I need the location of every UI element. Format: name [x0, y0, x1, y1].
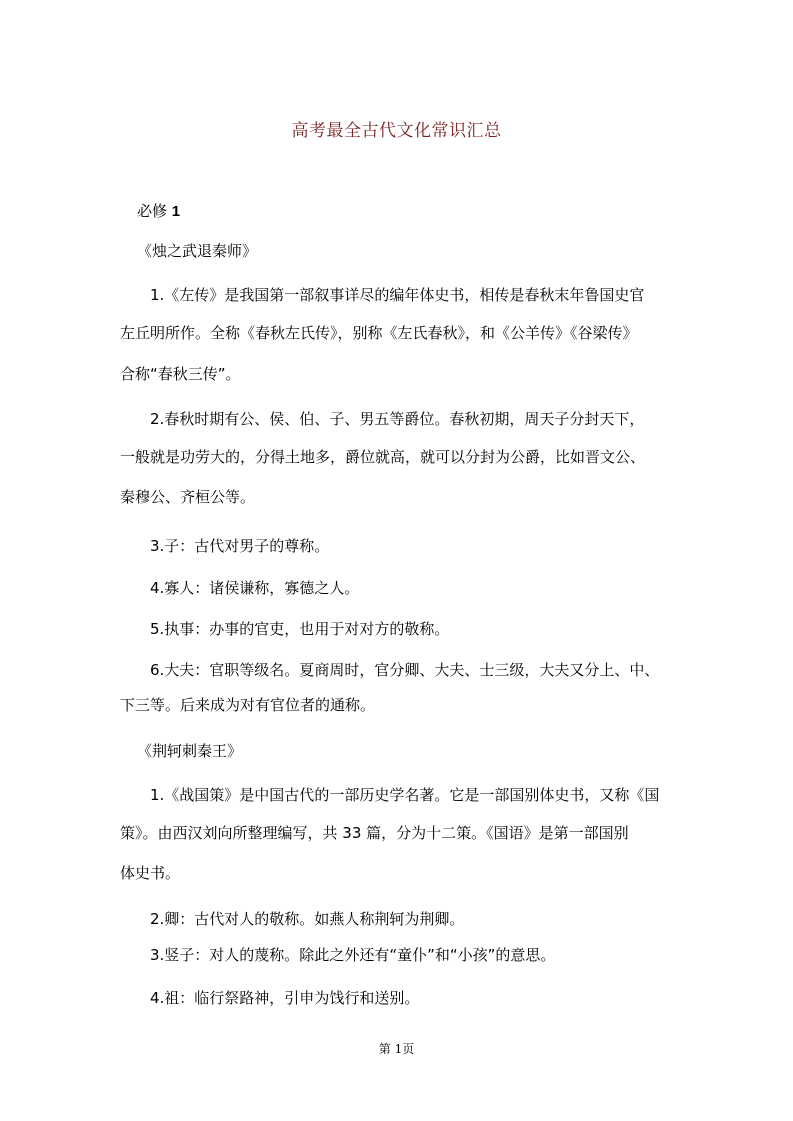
paragraph-line: 下三等。后来成为对有官位者的通称。 — [120, 696, 376, 714]
paragraph-line: 3.竖子：对人的蔑称。除此之外还有“童仆”和“小孩”的意思。 — [150, 946, 556, 964]
paragraph-line: 4.寡人：诸侯谦称，寡德之人。 — [150, 579, 360, 597]
page-title: 高考最全古代文化常识汇总 — [291, 121, 502, 141]
paragraph-line: 1.《战国策》是中国古代的一部历史学名著。它是一部国别体史书，又称《国 — [150, 786, 660, 804]
paragraph-line: 一般就是功劳大的，分得土地多，爵位就高，就可以分封为公爵，比如晋文公、 — [120, 448, 646, 466]
paragraph-line: 2.卿：古代对人的敬称。如燕人称荆轲为荆卿。 — [150, 910, 465, 928]
paragraph-line: 4.祖：临行祭路神，引申为饯行和送别。 — [150, 989, 420, 1007]
paragraph-line: 合称“春秋三传”。 — [120, 365, 241, 383]
paragraph-line: 3.子：古代对男子的尊称。 — [150, 537, 330, 555]
section-number: 1 — [171, 203, 181, 220]
paragraph-line: 体史书。 — [120, 864, 181, 882]
subsection-heading: 《荆轲刺秦王》 — [137, 742, 243, 760]
paragraph-line: 2.春秋时期有公、侯、伯、子、男五等爵位。春秋初期，周天子分封天下， — [150, 410, 645, 428]
paragraph-line: 左丘明所作。全称《春秋左氏传》，别称《左氏春秋》，和《公羊传》《谷梁传》 — [120, 324, 638, 342]
section-prefix: 必修 — [137, 202, 168, 220]
paragraph-line: 秦穆公、齐桓公等。 — [120, 488, 256, 506]
paragraph-line: 策》。由西汉刘向所整理编写，共 33 篇，分为十二策。《国语》是第一部国别 — [120, 824, 629, 842]
paragraph-line: 1.《左传》是我国第一部叙事详尽的编年体史书，相传是春秋末年鲁国史官 — [150, 286, 645, 304]
section-heading — [137, 200, 180, 221]
subsection-heading: 《烛之武退秦师》 — [137, 242, 258, 260]
paragraph-line: 5.执事：办事的官吏，也用于对对方的敬称。 — [150, 620, 450, 638]
paragraph-line: 6.大夫：官职等级名。夏商周时，官分卿、大夫、士三级，大夫又分上、中、 — [150, 661, 660, 679]
page-number: 第 1页 — [378, 1042, 415, 1056]
